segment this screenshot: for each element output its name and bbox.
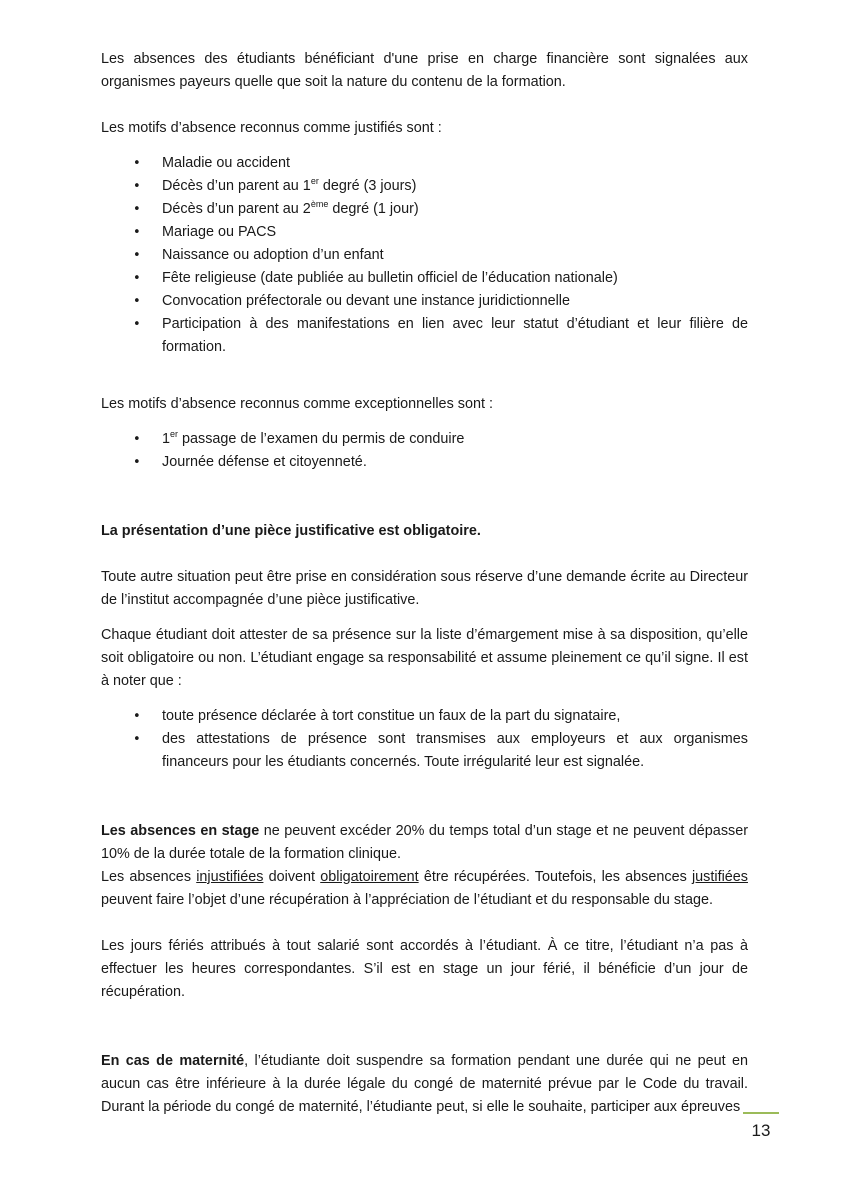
paragraph-absence-recovery: Les absences injustifiées doivent obligatoirement être récupérées. Toutefois, les absences justifiées peuvent faire l’objet d’une récupération à l’appréciation de l’étudiant et du responsable du stage. bbox=[101, 869, 748, 908]
list-item: • Participation à des manifestations en lien avec leur statut d’étudiant et leur filière de formation. bbox=[101, 313, 748, 359]
paragraph-funding-absences: Les absences des étudiants bénéficiant d'une prise en charge financière sont signalées aux organismes payeurs quelle que soit la nature du contenu de la formation. bbox=[101, 51, 748, 90]
list-item: • Fête religieuse (date publiée au bulletin officiel de l’éducation nationale) bbox=[101, 267, 748, 290]
paragraph-maternity: En cas de maternité, l’étudiante doit suspendre sa formation pendant une durée qui ne peut en aucun cas être inférieure à la durée légale du congé de maternité prévue par le Code du travail. Durant la période du congé de maternité, l’étudiante peut, si elle le souhaite, participer aux épreuves bbox=[101, 1053, 748, 1115]
list-item: • Décès d’un parent au 1er degré (3 jours) bbox=[101, 175, 748, 198]
paragraph-exceptional-intro: Les motifs d’absence reconnus comme exceptionnelles sont : bbox=[101, 396, 493, 412]
footer-divider bbox=[743, 1112, 779, 1114]
paragraph-public-holidays: Les jours fériés attribués à tout salarié sont accordés à l’étudiant. À ce titre, l’étudiant n’a pas à effectuer les heures correspondantes. S’il est en stage un jour férié, il bénéficie d’un jour de récupération. bbox=[101, 938, 748, 1000]
attendance-notes-list bbox=[101, 705, 748, 774]
list-item: • Mariage ou PACS bbox=[101, 221, 748, 244]
paragraph-internship-absences: Les absences en stage ne peuvent excéder 20% du temps total d’un stage et ne peuvent dépasser 10% de la durée totale de la formation clinique. bbox=[101, 823, 749, 862]
list-item: • des attestations de présence sont transmises aux employeurs et aux organismes financeurs pour les étudiants concernés. Toute irrégularité leur est signalée. bbox=[101, 728, 748, 774]
list-item: • toute présence déclarée à tort constitue un faux de la part du signataire, bbox=[101, 705, 748, 728]
list-item: • Décès d’un parent au 2ème degré (1 jour) bbox=[101, 198, 748, 221]
paragraph-other-situations: Toute autre situation peut être prise en considération sous réserve d’une demande écrite au Directeur de l’institut accompagnée d’une pièce justificative. bbox=[101, 569, 748, 608]
bold-notice-proof-required: La présentation d’une pièce justificative est obligatoire. bbox=[101, 523, 481, 539]
list-item: • Convocation préfectorale ou devant une instance juridictionnelle bbox=[101, 290, 748, 313]
page-number: 13 bbox=[751, 1121, 771, 1140]
list-item: • Journée défense et citoyenneté. bbox=[101, 451, 748, 474]
list-item: • 1er passage de l’examen du permis de conduire bbox=[101, 428, 748, 451]
exceptional-reasons-list bbox=[101, 428, 748, 474]
list-item: • Maladie ou accident bbox=[101, 152, 748, 175]
paragraph-attendance-sheet: Chaque étudiant doit attester de sa présence sur la liste d’émargement mise à sa disposition, qu’elle soit obligatoire ou non. L’étudiant engage sa responsabilité et assume pleinement ce qu’il signe. Il est à noter que : bbox=[101, 627, 748, 689]
paragraph-justified-intro: Les motifs d’absence reconnus comme justifiés sont : bbox=[101, 120, 442, 136]
list-item: • Naissance ou adoption d’un enfant bbox=[101, 244, 748, 267]
document-body bbox=[101, 48, 748, 1119]
justified-reasons-list bbox=[101, 152, 748, 359]
